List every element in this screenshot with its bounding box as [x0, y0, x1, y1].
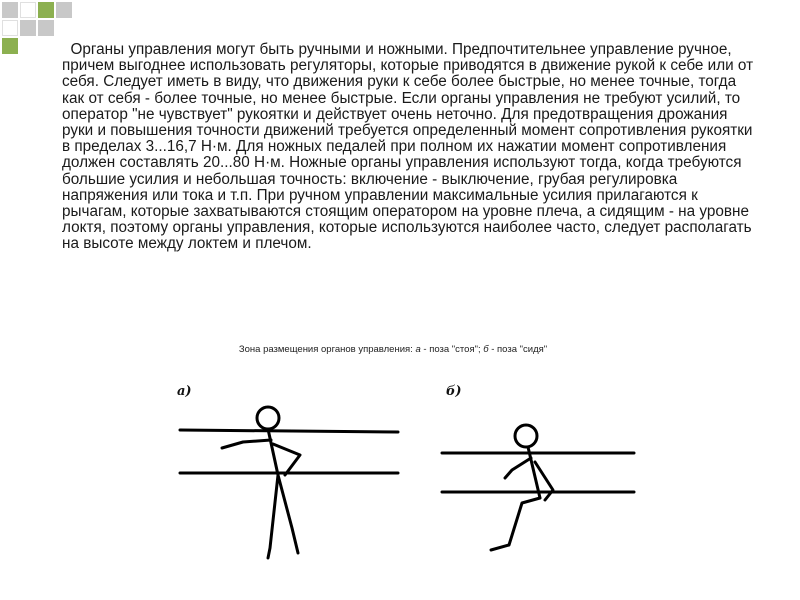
standing-upper-zone-line [180, 430, 398, 432]
figure-label-b: б) [446, 384, 462, 399]
caption-b: б [483, 344, 489, 355]
main-paragraph: Органы управления могут быть ручными и ножными. Предпочтительнее управление ручное, причем выгоднее использовать регуляторы, которые приводятся в движение рукой к себе или от себя. Следует иметь в виду, что движения руки к себе более быстрые, но менее точные, тогда как от себя - более точные, но менее быстрые. Если органы управления не требуют усилий, то оператор "не чувствует" рукоятки и действует очень неточно. Для предотвращения дрожания руки и повышения точности движений требуется определенный момент сопротивления рукоятки в пределах 3...16,7 Н·м. Для ножных педалей при полном их нажатии момент сопротивления должен составлять 20...80 Н·м. Ножные органы управления используют тогда, когда требуются большие усилия и небольшая точность: включение - выключение, грубая регулировка напряжения или тока и т.п. При ручном управлении максимальные усилия прилагаются к рычагам, которые захватываются стоящим оператором на уровне плеча, а сидящим - на уровне локтя, поэтому органы управления, которые используются наиболее часто, следует располагать на высоте между локтем и плечом. [62, 41, 758, 253]
seated-operator-figure [491, 425, 553, 550]
caption-middle: - поза "стоя"; [420, 344, 484, 355]
caption-prefix: Зона размещения органов управления: [238, 344, 416, 355]
caption-a: а [415, 344, 421, 355]
caption-suffix: - поза "сидя" [488, 344, 548, 355]
figure-label-a: а) [177, 384, 192, 399]
